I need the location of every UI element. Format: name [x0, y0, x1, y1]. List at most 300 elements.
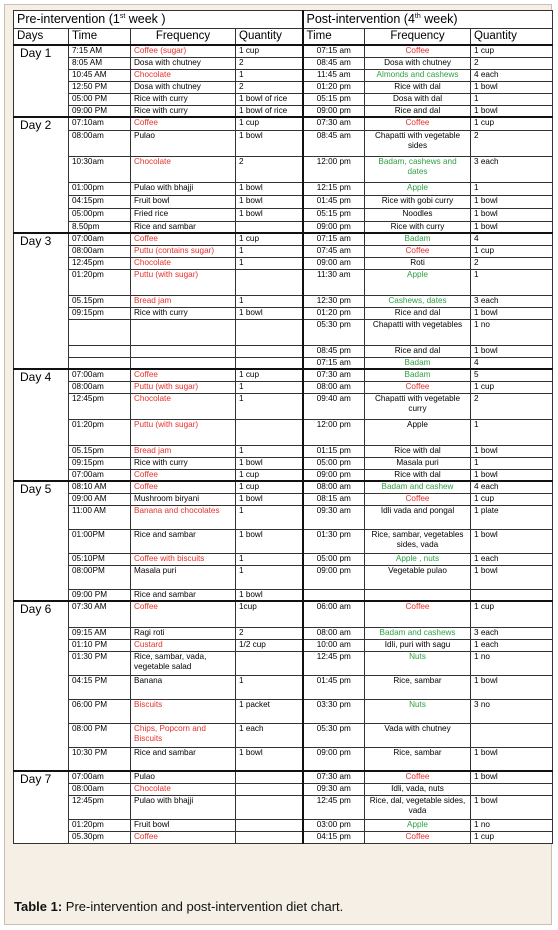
post-time-cell: 09:30 am	[303, 505, 365, 529]
pre-quantity-cell: 1 bowl	[236, 208, 303, 221]
pre-time-cell: 09:00 PM	[69, 105, 131, 117]
pre-quantity-cell	[236, 269, 303, 295]
diet-row	[14, 627, 553, 639]
pre-quantity-cell: 1 cup	[236, 369, 303, 381]
diet-row	[14, 117, 553, 130]
pre-quantity-cell: 2	[236, 156, 303, 182]
post-time-cell: 12:15 pm	[303, 182, 365, 195]
pre-time-cell: 01:20pm	[69, 269, 131, 295]
post-time-cell	[303, 589, 365, 601]
pre-food-cell: Rice with curry	[131, 93, 236, 105]
pre-food-cell: Pulao	[131, 130, 236, 156]
col-header-pre-quantity: Quantity	[236, 29, 303, 46]
pre-quantity-cell: 1	[236, 69, 303, 81]
pre-food-cell: Biscuits	[131, 699, 236, 723]
col-header-pre-frequency: Frequency	[131, 29, 236, 46]
post-quantity-cell: 1	[471, 419, 553, 445]
day-label: Day 1	[14, 45, 69, 117]
pre-quantity-cell: 1 bowl of rice	[236, 93, 303, 105]
post-quantity-cell: 1 bowl	[471, 81, 553, 93]
post-quantity-cell: 1 bowl	[471, 105, 553, 117]
pre-quantity-cell	[236, 221, 303, 233]
pre-food-cell: Chocolate	[131, 257, 236, 269]
pre-quantity-cell: 1 bowl	[236, 307, 303, 319]
post-time-cell: 09:00 pm	[303, 221, 365, 233]
col-header-pre-time: Time	[69, 29, 131, 46]
pre-quantity-cell	[236, 319, 303, 345]
pre-time-cell: 05:00 PM	[69, 93, 131, 105]
pre-food-cell: Coffee	[131, 369, 236, 381]
post-quantity-cell: 2	[471, 393, 553, 419]
pre-time-cell: 01:00pm	[69, 182, 131, 195]
pre-quantity-cell: 1 cup	[236, 117, 303, 130]
post-food-cell: Idli vada and pongal	[365, 505, 471, 529]
diet-row	[14, 195, 553, 208]
post-time-cell: 05:30 pm	[303, 319, 365, 345]
pre-quantity-cell: 1	[236, 295, 303, 307]
pre-quantity-cell	[236, 819, 303, 831]
pre-food-cell: Chocolate	[131, 783, 236, 795]
diet-row	[14, 601, 553, 627]
pre-quantity-cell	[236, 771, 303, 783]
post-food-cell: Coffee	[365, 771, 471, 783]
post-time-cell: 05:30 pm	[303, 723, 365, 747]
pre-food-cell: Rice, sambar, vada, vegetable salad	[131, 651, 236, 675]
post-food-cell: Rice, dal, vegetable sides, vada	[365, 795, 471, 819]
post-quantity-cell: 2	[471, 57, 553, 69]
diet-row	[14, 529, 553, 553]
diet-row	[14, 457, 553, 469]
post-food-cell: Rice, sambar	[365, 675, 471, 699]
pre-time-cell: 07:00am	[69, 771, 131, 783]
post-quantity-cell: 1 cup	[471, 601, 553, 627]
diet-row	[14, 639, 553, 651]
pre-time-cell	[69, 357, 131, 369]
pre-time-cell: 8.50pm	[69, 221, 131, 233]
diet-row	[14, 393, 553, 419]
pre-time-cell: 12:50 PM	[69, 81, 131, 93]
post-food-cell: Rice with gobi curry	[365, 195, 471, 208]
post-food-cell: Coffee	[365, 831, 471, 843]
diet-row	[14, 493, 553, 505]
post-food-cell: Coffee	[365, 117, 471, 130]
pre-time-cell: 08:10 AM	[69, 481, 131, 493]
post-food-cell: Badam	[365, 357, 471, 369]
diet-row	[14, 221, 553, 233]
post-quantity-cell: 4 each	[471, 481, 553, 493]
pre-food-cell: Dosa with chutney	[131, 81, 236, 93]
diet-row	[14, 481, 553, 493]
post-time-cell: 03:00 pm	[303, 819, 365, 831]
pre-food-cell: Bread jam	[131, 295, 236, 307]
pre-time-cell	[69, 319, 131, 345]
pre-time-cell	[69, 345, 131, 357]
pre-food-cell: Coffee (sugar)	[131, 45, 236, 57]
post-quantity-cell: 1 bowl	[471, 529, 553, 553]
pre-time-cell: 08:00am	[69, 130, 131, 156]
post-time-cell: 07:30 am	[303, 117, 365, 130]
pre-quantity-cell: 1 bowl	[236, 493, 303, 505]
post-time-cell: 12:45 pm	[303, 795, 365, 819]
pre-time-cell: 07:00am	[69, 233, 131, 245]
diet-row	[14, 345, 553, 357]
post-quantity-cell: 2	[471, 257, 553, 269]
diet-row	[14, 81, 553, 93]
pre-food-cell: Pulao	[131, 771, 236, 783]
pre-time-cell: 07:00am	[69, 369, 131, 381]
pre-food-cell: Pulao with bhajji	[131, 182, 236, 195]
post-time-cell: 12:00 pm	[303, 419, 365, 445]
post-time-cell: 08:45 am	[303, 57, 365, 69]
post-quantity-cell: 1	[471, 182, 553, 195]
pre-quantity-cell	[236, 831, 303, 843]
pre-time-cell: 11:00 AM	[69, 505, 131, 529]
diet-row	[14, 445, 553, 457]
post-food-cell: Dosa with chutney	[365, 57, 471, 69]
diet-row	[14, 295, 553, 307]
post-food-cell: Masala puri	[365, 457, 471, 469]
pre-quantity-cell: 1 bowl	[236, 182, 303, 195]
post-quantity-cell: 1 cup	[471, 117, 553, 130]
pre-time-cell: 09:15pm	[69, 307, 131, 319]
pre-food-cell: Chips, Popcorn and Biscuits	[131, 723, 236, 747]
post-quantity-cell: 3 no	[471, 699, 553, 723]
pre-food-cell: Rice and sambar	[131, 529, 236, 553]
post-food-cell: Vegetable pulao	[365, 565, 471, 589]
pre-food-cell: Puttu (with sugar)	[131, 269, 236, 295]
diet-row	[14, 819, 553, 831]
post-food-cell: Cashews, dates	[365, 295, 471, 307]
day-label: Day 3	[14, 233, 69, 369]
pre-food-cell: Chocolate	[131, 393, 236, 419]
post-time-cell: 05:00 pm	[303, 553, 365, 565]
diet-row	[14, 269, 553, 295]
pre-quantity-cell: 1	[236, 257, 303, 269]
pre-food-cell: Coffee	[131, 469, 236, 481]
pre-quantity-cell: 2	[236, 57, 303, 69]
post-quantity-cell: 5	[471, 369, 553, 381]
diet-row	[14, 357, 553, 369]
diet-row	[14, 45, 553, 57]
post-time-cell: 09:00 pm	[303, 105, 365, 117]
pre-food-cell: Puttu (with sugar)	[131, 419, 236, 445]
post-food-cell: Apple , nuts	[365, 553, 471, 565]
pre-quantity-cell: 1 bowl	[236, 195, 303, 208]
post-quantity-cell: 4 each	[471, 69, 553, 81]
pre-food-cell: Rice with curry	[131, 105, 236, 117]
post-quantity-cell: 1 bowl	[471, 565, 553, 589]
post-time-cell: 09:40 am	[303, 393, 365, 419]
pre-quantity-cell: 1	[236, 553, 303, 565]
post-food-cell: Apple	[365, 419, 471, 445]
post-food-cell: Coffee	[365, 381, 471, 393]
pre-time-cell: 09:00 AM	[69, 493, 131, 505]
day-label: Day 6	[14, 601, 69, 771]
pre-quantity-cell: 1 cup	[236, 481, 303, 493]
post-time-cell: 07:30 am	[303, 771, 365, 783]
pre-food-cell: Rice and sambar	[131, 747, 236, 771]
pre-food-cell: Puttu (with sugar)	[131, 381, 236, 393]
diet-row	[14, 233, 553, 245]
diet-row	[14, 747, 553, 771]
pre-time-cell: 08:00 PM	[69, 723, 131, 747]
pre-quantity-cell	[236, 419, 303, 445]
diet-row	[14, 675, 553, 699]
post-quantity-cell: 1	[471, 457, 553, 469]
pre-food-cell: Fruit bowl	[131, 195, 236, 208]
pre-quantity-cell: 1 each	[236, 723, 303, 747]
day-label: Day 5	[14, 481, 69, 601]
col-header-post-frequency: Frequency	[365, 29, 471, 46]
pre-time-cell: 05:00pm	[69, 208, 131, 221]
pre-food-cell: Fruit bowl	[131, 819, 236, 831]
diet-row	[14, 795, 553, 819]
diet-row	[14, 208, 553, 221]
post-quantity-cell: 1 bowl	[471, 195, 553, 208]
post-food-cell: Coffee	[365, 601, 471, 627]
post-time-cell: 05:00 pm	[303, 457, 365, 469]
diet-row	[14, 553, 553, 565]
caption-text: Pre-intervention and post-intervention diet chart.	[62, 899, 344, 914]
post-quantity-cell: 3 each	[471, 627, 553, 639]
pre-food-cell: Banana and chocolates	[131, 505, 236, 529]
header-group-row	[14, 11, 553, 29]
pre-intervention-header: Pre-intervention (1st week )	[14, 11, 303, 29]
post-quantity-cell: 1 cup	[471, 381, 553, 393]
post-time-cell: 01:20 pm	[303, 307, 365, 319]
diet-row	[14, 69, 553, 81]
pre-food-cell: Chocolate	[131, 156, 236, 182]
post-food-cell: Badam and cashew	[365, 481, 471, 493]
caption-label: Table 1:	[14, 899, 63, 914]
post-time-cell: 01:45 pm	[303, 675, 365, 699]
diet-row	[14, 257, 553, 269]
post-quantity-cell: 1 bowl	[471, 675, 553, 699]
diet-row	[14, 307, 553, 319]
diet-row	[14, 57, 553, 69]
pre-time-cell: 12:45pm	[69, 257, 131, 269]
post-food-cell: Chapatti with vegetable curry	[365, 393, 471, 419]
diet-row	[14, 651, 553, 675]
post-quantity-cell: 1 bowl	[471, 469, 553, 481]
pre-quantity-cell: 1	[236, 505, 303, 529]
post-food-cell: Chapatti with vegetable sides	[365, 130, 471, 156]
post-time-cell: 08:00 am	[303, 627, 365, 639]
post-time-cell: 11:45 am	[303, 69, 365, 81]
pre-time-cell: 7:15 AM	[69, 45, 131, 57]
pre-quantity-cell	[236, 651, 303, 675]
post-quantity-cell: 1 no	[471, 651, 553, 675]
pre-quantity-cell: 1	[236, 393, 303, 419]
pre-food-cell: Coffee	[131, 233, 236, 245]
pre-time-cell: 07:10am	[69, 117, 131, 130]
post-time-cell: 08:00 am	[303, 481, 365, 493]
day-label: Day 7	[14, 771, 69, 843]
pre-time-cell: 07:30 AM	[69, 601, 131, 627]
pre-quantity-cell	[236, 345, 303, 357]
pre-quantity-cell	[236, 783, 303, 795]
pre-time-cell: 01:30 PM	[69, 651, 131, 675]
pre-time-cell: 12:45pm	[69, 393, 131, 419]
pre-time-cell: 07:00am	[69, 469, 131, 481]
post-food-cell: Roti	[365, 257, 471, 269]
diet-row	[14, 93, 553, 105]
post-quantity-cell: 1 bowl	[471, 345, 553, 357]
post-quantity-cell: 1 each	[471, 553, 553, 565]
post-food-cell: Badam, cashews and dates	[365, 156, 471, 182]
pre-food-cell: Rice with curry	[131, 307, 236, 319]
pre-time-cell: 08:00PM	[69, 565, 131, 589]
post-time-cell: 07:30 am	[303, 369, 365, 381]
pre-time-cell: 04:15 PM	[69, 675, 131, 699]
pre-time-cell: 05.15pm	[69, 445, 131, 457]
pre-time-cell: 05.30pm	[69, 831, 131, 843]
pre-time-cell: 01:10 PM	[69, 639, 131, 651]
pre-time-cell: 09:15 AM	[69, 627, 131, 639]
pre-quantity-cell: 1 bowl	[236, 529, 303, 553]
pre-time-cell: 08:00am	[69, 381, 131, 393]
post-quantity-cell: 1 cup	[471, 45, 553, 57]
post-time-cell: 07:45 am	[303, 245, 365, 257]
post-quantity-cell: 1 bowl	[471, 208, 553, 221]
post-quantity-cell: 4	[471, 357, 553, 369]
pre-time-cell: 09:00 PM	[69, 589, 131, 601]
diet-row	[14, 771, 553, 783]
diet-chart-body	[14, 11, 553, 844]
post-time-cell: 03:30 pm	[303, 699, 365, 723]
post-time-cell: 09:00 pm	[303, 565, 365, 589]
post-food-cell: Almonds and cashews	[365, 69, 471, 81]
pre-food-cell: Pulao with bhajji	[131, 795, 236, 819]
pre-quantity-cell: 1cup	[236, 601, 303, 627]
post-quantity-cell: 3 each	[471, 295, 553, 307]
table-caption	[14, 899, 343, 914]
pre-quantity-cell: 1 bowl of rice	[236, 105, 303, 117]
post-time-cell: 07:15 am	[303, 357, 365, 369]
post-quantity-cell: 1 no	[471, 819, 553, 831]
post-food-cell: Coffee	[365, 245, 471, 257]
post-food-cell: Rice and dal	[365, 307, 471, 319]
post-food-cell: Idli, vada, nuts	[365, 783, 471, 795]
post-quantity-cell: 1 each	[471, 639, 553, 651]
post-quantity-cell: 1 no	[471, 319, 553, 345]
post-time-cell: 04:15 pm	[303, 831, 365, 843]
pre-time-cell: 04:15pm	[69, 195, 131, 208]
pre-time-cell: 01:20pm	[69, 419, 131, 445]
diet-row	[14, 469, 553, 481]
day-label: Day 4	[14, 369, 69, 481]
post-quantity-cell: 1 bowl	[471, 307, 553, 319]
post-time-cell: 01:20 pm	[303, 81, 365, 93]
pre-food-cell: Bread jam	[131, 445, 236, 457]
post-time-cell: 12:45 pm	[303, 651, 365, 675]
pre-food-cell: Rice with curry	[131, 457, 236, 469]
post-quantity-cell: 1 bowl	[471, 747, 553, 771]
col-header-post-quantity: Quantity	[471, 29, 553, 46]
post-time-cell: 11:30 am	[303, 269, 365, 295]
post-time-cell: 12:30 pm	[303, 295, 365, 307]
post-quantity-cell: 1	[471, 93, 553, 105]
post-food-cell	[365, 589, 471, 601]
post-time-cell: 08:00 am	[303, 381, 365, 393]
pre-food-cell: Coffee	[131, 117, 236, 130]
diet-row	[14, 105, 553, 117]
pre-time-cell: 10:30am	[69, 156, 131, 182]
diet-row	[14, 699, 553, 723]
post-food-cell: Rice with curry	[365, 221, 471, 233]
post-food-cell: Chapatti with vegetables	[365, 319, 471, 345]
pre-quantity-cell: 1/2 cup	[236, 639, 303, 651]
post-time-cell: 05:15 pm	[303, 93, 365, 105]
diet-row	[14, 156, 553, 182]
post-food-cell: Badam	[365, 233, 471, 245]
pre-food-cell: Rice and sambar	[131, 589, 236, 601]
post-time-cell: 09:00 pm	[303, 747, 365, 771]
post-food-cell: Apple	[365, 819, 471, 831]
pre-quantity-cell: 1 bowl	[236, 457, 303, 469]
pre-time-cell: 09:15pm	[69, 457, 131, 469]
pre-quantity-cell: 2	[236, 627, 303, 639]
pre-food-cell: Puttu (contains sugar)	[131, 245, 236, 257]
pre-food-cell: Ragi roti	[131, 627, 236, 639]
post-quantity-cell: 3 each	[471, 156, 553, 182]
diet-chart-table	[13, 10, 553, 844]
post-quantity-cell	[471, 589, 553, 601]
pre-quantity-cell: 1	[236, 381, 303, 393]
post-time-cell: 06:00 am	[303, 601, 365, 627]
post-food-cell: Dosa with dal	[365, 93, 471, 105]
post-quantity-cell: 4	[471, 233, 553, 245]
pre-food-cell: Coffee with biscuits	[131, 553, 236, 565]
pre-time-cell: 05.15pm	[69, 295, 131, 307]
pre-quantity-cell: 1 cup	[236, 45, 303, 57]
post-food-cell: Vada with chutney	[365, 723, 471, 747]
post-quantity-cell: 1	[471, 269, 553, 295]
post-food-cell: Noodles	[365, 208, 471, 221]
pre-quantity-cell	[236, 795, 303, 819]
pre-time-cell: 01:00PM	[69, 529, 131, 553]
pre-food-cell: Fried rice	[131, 208, 236, 221]
diet-row	[14, 565, 553, 589]
post-time-cell: 08:15 am	[303, 493, 365, 505]
post-food-cell: Rice, sambar	[365, 747, 471, 771]
diet-row	[14, 182, 553, 195]
post-quantity-cell: 2	[471, 130, 553, 156]
post-time-cell: 01:45 pm	[303, 195, 365, 208]
post-quantity-cell: 1 cup	[471, 245, 553, 257]
pre-quantity-cell: 1 cup	[236, 469, 303, 481]
pre-food-cell: Masala puri	[131, 565, 236, 589]
post-quantity-cell: 1 bowl	[471, 445, 553, 457]
diet-row	[14, 589, 553, 601]
diet-row	[14, 381, 553, 393]
diet-row	[14, 319, 553, 345]
post-quantity-cell: 1 cup	[471, 831, 553, 843]
pre-time-cell: 08:00am	[69, 245, 131, 257]
pre-quantity-cell: 1	[236, 245, 303, 257]
diet-row	[14, 831, 553, 843]
post-time-cell: 08:45 am	[303, 130, 365, 156]
post-time-cell: 12:00 pm	[303, 156, 365, 182]
pre-food-cell	[131, 345, 236, 357]
post-time-cell: 09:30 am	[303, 783, 365, 795]
pre-food-cell: Custard	[131, 639, 236, 651]
post-time-cell: 01:15 pm	[303, 445, 365, 457]
post-food-cell: Idli, puri with sagu	[365, 639, 471, 651]
post-food-cell: Rice and dal	[365, 345, 471, 357]
post-quantity-cell	[471, 783, 553, 795]
pre-time-cell: 10:30 PM	[69, 747, 131, 771]
